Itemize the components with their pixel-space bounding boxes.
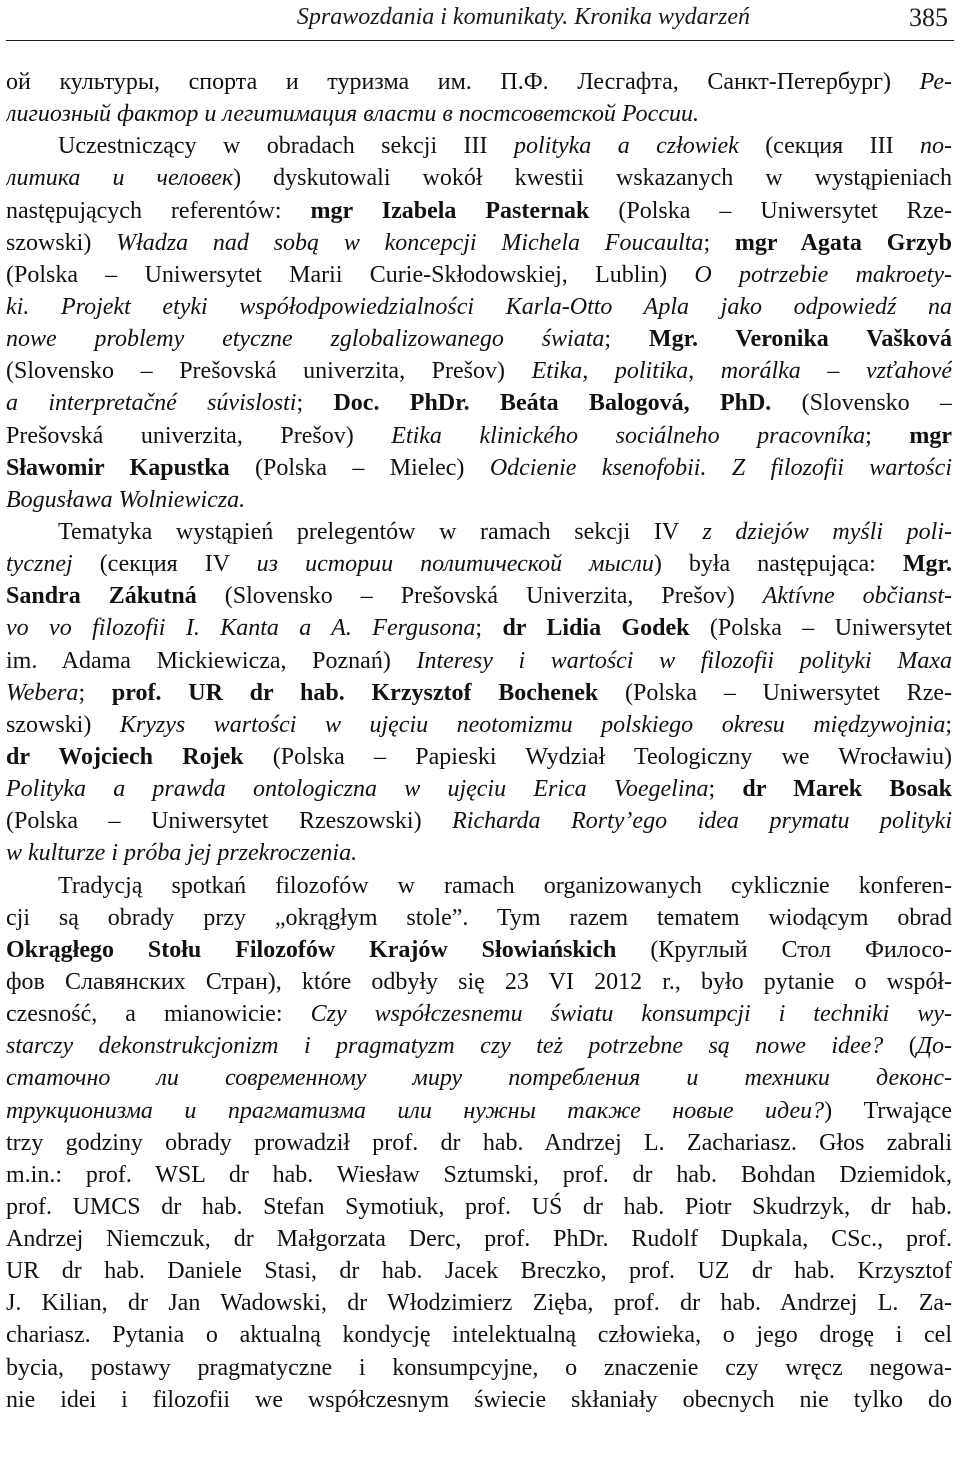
- text-line: [6, 709, 952, 741]
- text-line: [6, 1287, 952, 1319]
- text-line: [6, 837, 952, 869]
- italic-run: nowe problemy etyczne zglobalizowanego świata: [6, 326, 605, 353]
- page-number: 385: [909, 3, 948, 32]
- running-title: Sprawozdania i komunikaty. Kronika wydarzeń: [296, 4, 750, 30]
- italic-run: из истории политической мысли: [256, 551, 654, 578]
- text-run: Andrzej Niemczuk, dr Małgorzata Derc, prof. PhDr. Rudolf Dupkala, CSc., prof.: [6, 1226, 952, 1253]
- italic-run: Odcienie ksenofobii. Z filozofii wartości: [489, 454, 952, 481]
- text-line: [6, 130, 952, 162]
- italic-run: Webera: [6, 679, 79, 706]
- text-run: (Polska – Uniwersytet Rze-: [589, 197, 952, 224]
- text-run: (Круглый Стол Филосо-: [616, 936, 952, 963]
- text-run: ;: [865, 422, 910, 449]
- text-line: [6, 773, 952, 805]
- italic-run: polityka a człowiek: [513, 133, 739, 160]
- text-line: [6, 1030, 952, 1062]
- text-line: [6, 1159, 952, 1191]
- bold-run: dr Lidia Godek: [502, 615, 690, 642]
- text-run: (Polska – Uniwersytet Marii Curie-Skłodowskiej, Lublin): [6, 261, 695, 288]
- text-line: [6, 902, 952, 934]
- italic-run: Bogusława Wolniewicza.: [6, 486, 246, 513]
- text-line: [6, 516, 952, 548]
- text-line: [6, 580, 952, 612]
- text-run: ;: [475, 615, 503, 642]
- text-line: [6, 677, 952, 709]
- text-run: cji są obrady przy „okrągłym stole”. Tym razem tematem wiodącym obrad: [6, 904, 952, 931]
- text-line: [6, 420, 952, 452]
- text-run: (Polska – Uniwersytet: [689, 615, 952, 642]
- text-run: (: [883, 1033, 917, 1060]
- text-run: ;: [604, 326, 649, 353]
- text-run: (секция IV: [72, 551, 257, 578]
- italic-run: по-: [920, 133, 952, 160]
- bold-run: dr Wojciech Rojek: [6, 743, 244, 770]
- text-run: ) była następująca:: [653, 551, 903, 578]
- bold-run: Okrągłego Stołu Filozofów Krajów Słowiańskich: [6, 936, 617, 963]
- text-line: [6, 1255, 952, 1287]
- text-line: [6, 259, 952, 291]
- text-run: im. Adama Mickiewicza, Poznań): [6, 647, 417, 674]
- text-run: Prešovská univerzita, Prešov): [6, 422, 392, 449]
- text-line: [6, 966, 952, 998]
- italic-run: Interesy i wartości w filozofii polityki Maxa: [416, 647, 952, 674]
- running-header: [0, 0, 960, 40]
- bold-run: Doc. PhDr. Beáta Balogová, PhD.: [333, 390, 772, 417]
- text-run: ой культуры, спорта и туризма им. П.Ф. Лесгафта, Санкт-Петербург): [6, 69, 920, 95]
- text-run: Tematyka wystąpień prelegentów w ramach sekcji IV: [58, 518, 703, 545]
- text-line: [6, 548, 952, 580]
- bold-run: mgr Agata Grzyb: [734, 229, 952, 256]
- text-run: ;: [708, 776, 743, 803]
- italic-run: a interpretačné súvislosti: [6, 390, 297, 417]
- text-line: [6, 1095, 952, 1127]
- italic-run: лигиозный фактор и легитимация власти в постсоветской России.: [6, 101, 699, 128]
- text-run: ;: [296, 390, 334, 417]
- text-run: Tradycją spotkań filozofów w ramach organizowanych cyklicznie konferen-: [58, 872, 952, 899]
- text-line: [6, 98, 952, 130]
- italic-run: До-: [916, 1033, 952, 1060]
- text-run: фов Славянских Стран), które odbyły się 23 VI 2012 r., było pytanie o współ-: [6, 968, 952, 995]
- text-run: (Slovensko – Prešovská Univerzita, Prešov): [196, 583, 763, 610]
- text-run: (секция III: [738, 133, 921, 160]
- bold-run: mgr: [909, 422, 952, 449]
- bold-run: mgr Izabela Pasternak: [310, 197, 590, 224]
- italic-run: Aktívne občianst-: [762, 583, 952, 610]
- text-line: [6, 1191, 952, 1223]
- text-line: [6, 1127, 952, 1159]
- text-run: UR dr hab. Daniele Stasi, dr hab. Jacek Breczko, prof. UZ dr hab. Krzysztof: [6, 1258, 952, 1285]
- text-line: [6, 612, 952, 644]
- text-line: [6, 805, 952, 837]
- text-run: (Polska – Mielec): [229, 454, 490, 481]
- text-line: [6, 387, 952, 419]
- text-line: [6, 1319, 952, 1351]
- bold-run: Sławomir Kapustka: [6, 454, 230, 481]
- text-run: ;: [945, 711, 952, 738]
- text-run: szowski): [6, 229, 117, 256]
- bold-run: Sandra Zákutná: [6, 583, 197, 610]
- text-run: (Polska – Papieski Wydział Teologiczny we Wrocławiu): [243, 743, 952, 770]
- text-run: (Polska – Uniwersytet Rzeszowski): [6, 808, 453, 835]
- text-line: [6, 452, 952, 484]
- italic-run: статочно ли современному миру потребления и техники деконс-: [6, 1065, 952, 1092]
- text-run: Uczestniczący w obradach sekcji III: [58, 133, 514, 160]
- text-run: szowski): [6, 711, 120, 738]
- text-run: ;: [78, 679, 112, 706]
- header-rule: [6, 40, 954, 41]
- text-run: ;: [703, 229, 735, 256]
- text-line: [6, 1062, 952, 1094]
- italic-run: Etika, politika, morálka – vzťahové: [531, 358, 952, 385]
- italic-run: vo vo filozofii I. Kanta a A. Fergusona: [6, 615, 476, 642]
- text-line: [6, 484, 952, 516]
- text-line: [6, 741, 952, 773]
- italic-run: Władza nad sobą w koncepcji Michela Foucaulta: [116, 229, 704, 256]
- text-run: następujących referentów:: [6, 197, 311, 224]
- body-text: [6, 66, 952, 1416]
- text-run: czesność, a mianowicie:: [6, 1001, 311, 1028]
- text-run: (Slovensko – Prešovská univerzita, Prešov): [6, 358, 532, 385]
- text-run: trzy godziny obrady prowadził prof. dr hab. Andrzej L. Zachariasz. Głos zabrali: [6, 1129, 952, 1156]
- text-line: [6, 323, 952, 355]
- bold-run: Mgr.: [902, 551, 952, 578]
- text-line: [6, 227, 952, 259]
- text-line: [6, 1223, 952, 1255]
- italic-run: литика и человек: [6, 165, 234, 192]
- text-run: ) Trwające: [824, 1097, 952, 1124]
- italic-run: ki. Projekt etyki współodpowiedzialności Karla-Otto Apla jako odpowiedź na: [6, 293, 952, 320]
- italic-run: z dziejów myśli poli-: [702, 518, 952, 545]
- italic-run: Czy współczesnemu światu konsumpcji i techniki wy-: [310, 1001, 952, 1028]
- text-run: bycia, postawy pragmatyczne i konsumpcyjne, o znaczenie czy wręcz negowa-: [6, 1354, 952, 1381]
- text-line: [6, 355, 952, 387]
- bold-run: dr Marek Bosak: [742, 776, 952, 803]
- italic-run: трукционизма и прагматизма или нужны также новые идеи?: [6, 1097, 825, 1124]
- text-line: [6, 1352, 952, 1384]
- text-line: [6, 870, 952, 902]
- text-line: [6, 162, 952, 194]
- text-run: chariasz. Pytania o aktualną kondycję intelektualną człowieka, o jego drogę i cel: [6, 1322, 952, 1349]
- italic-run: Kryzys wartości w ujęciu neotomizmu polskiego okresu międzywojnia: [119, 711, 946, 738]
- text-run: m.in.: prof. WSL dr hab. Wiesław Sztumski, prof. dr hab. Bohdan Dziemidok,: [6, 1161, 952, 1188]
- italic-run: Ре-: [919, 69, 952, 95]
- italic-run: Richarda Rorty’ego idea prymatu polityki: [452, 808, 952, 835]
- text-line: [6, 1384, 952, 1416]
- italic-run: starczy dekonstrukcjonizm i pragmatyzm czy też potrzebne są nowe idee?: [6, 1033, 884, 1060]
- text-run: (Slovensko –: [771, 390, 952, 417]
- text-line: [6, 195, 952, 227]
- text-line: [6, 998, 952, 1030]
- text-run: (Polska – Uniwersytet Rze-: [598, 679, 952, 706]
- italic-run: w kulturze i próba jej przekroczenia.: [6, 840, 358, 867]
- text-line: [6, 291, 952, 323]
- text-run: prof. UMCS dr hab. Stefan Symotiuk, prof. UŚ dr hab. Piotr Skudrzyk, dr hab.: [6, 1193, 952, 1220]
- text-line: [6, 645, 952, 677]
- italic-run: Polityka a prawda ontologiczna w ujęciu Erica Voegelina: [6, 776, 709, 803]
- bold-run: Mgr. Veronika Vašková: [648, 326, 952, 353]
- text-run: ) dyskutowali wokół kwestii wskazanych w wystąpieniach: [233, 165, 952, 192]
- text-line: [6, 934, 952, 966]
- bold-run: prof. UR dr hab. Krzysztof Bochenek: [111, 679, 599, 706]
- text-run: nie idei i filozofii we współczesnym świecie skłaniały obecnych nie tylko do: [6, 1386, 952, 1413]
- text-run: J. Kilian, dr Jan Wadowski, dr Włodzimierz Zięba, prof. dr hab. Andrzej L. Za-: [6, 1290, 952, 1317]
- text-line: [6, 66, 952, 98]
- italic-run: tycznej: [6, 551, 73, 578]
- italic-run: O potrzebie makroety-: [694, 261, 952, 288]
- italic-run: Etika klinického sociálneho pracovníka: [391, 422, 866, 449]
